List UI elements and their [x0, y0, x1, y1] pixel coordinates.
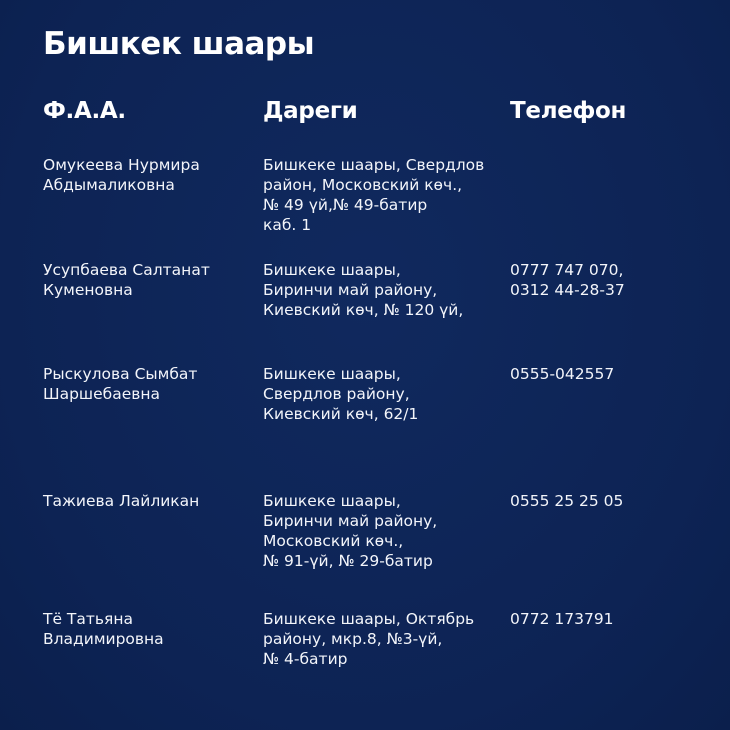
- person-name: Омукеева Нурмира Абдымаликовна: [43, 156, 200, 194]
- person-address: Бишкеке шаары, Свердлов район, Московский көч., № 49 үй,№ 49-батир каб. 1: [263, 156, 485, 234]
- person-phone: 0777 747 070, 0312 44-28-37: [510, 261, 625, 299]
- column-header-name: Ф.А.А.: [43, 98, 126, 124]
- person-address: Бишкеке шаары, Биринчи май району, Московский көч., № 91-үй, № 29-батир: [263, 492, 438, 570]
- person-name: Тажиева Лайликан: [43, 492, 200, 510]
- person-name: Рыскулова Сымбат Шаршебаевна: [43, 365, 198, 403]
- person-phone: 0555-042557: [510, 365, 615, 383]
- person-name: Усупбаева Салтанат Куменовна: [43, 261, 210, 299]
- person-phone: 0772 173791: [510, 610, 614, 628]
- column-header-phone: Телефон: [510, 98, 627, 124]
- person-address: Бишкеке шаары, Биринчи май району, Киевский көч, № 120 үй,: [263, 261, 464, 319]
- page-title: Бишкек шаары: [43, 26, 315, 62]
- person-name: Тё Татьяна Владимировна: [43, 610, 164, 648]
- person-address: Бишкеке шаары, Свердлов району, Киевский көч, 62/1: [263, 365, 419, 423]
- column-header-address: Дареги: [263, 98, 358, 124]
- person-phone: 0555 25 25 05: [510, 492, 624, 510]
- person-address: Бишкеке шаары, Октябрь району, мкр.8, №3-үй, № 4-батир: [263, 610, 475, 668]
